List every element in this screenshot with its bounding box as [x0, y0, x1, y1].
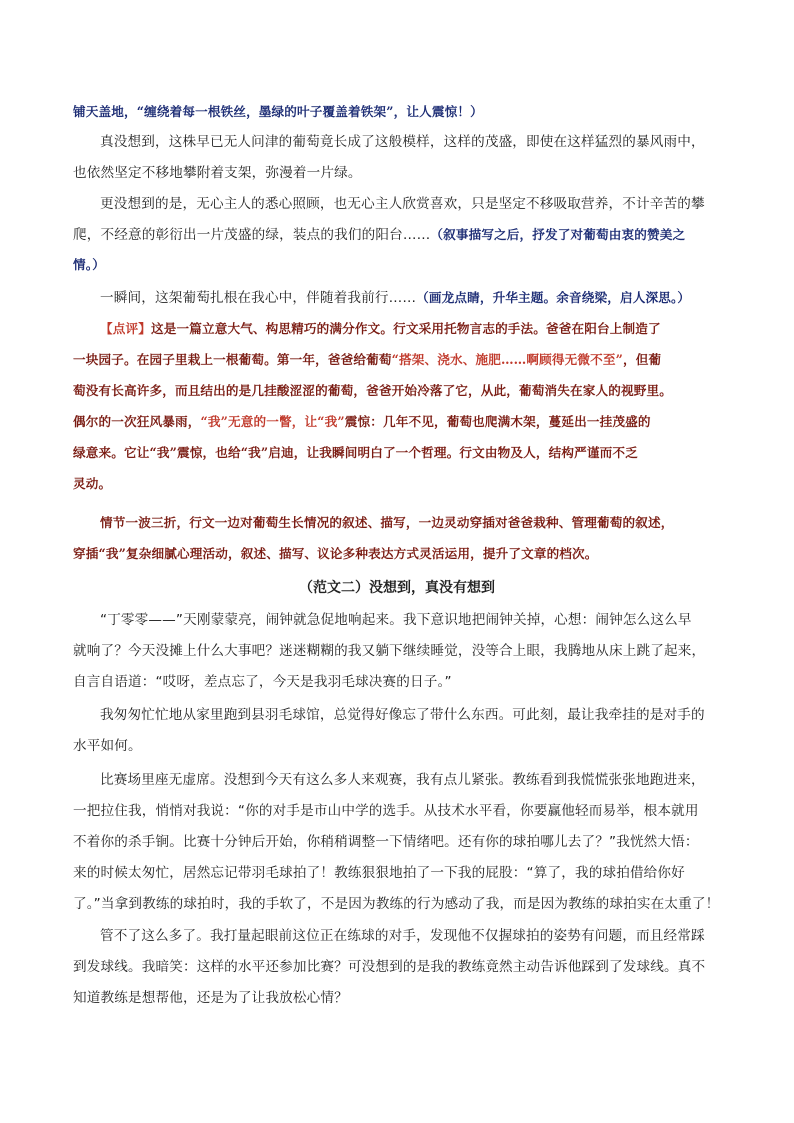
annotation-text: （画龙点睛，升华主题。余音绕梁，启人深思。） [416, 290, 691, 305]
paragraph-line: 自言自语道：“哎呀，差点忘了，今天是我羽毛球决赛的日子。” [73, 674, 452, 690]
paragraph-line: 就响了？今天没摊上什么大事吧？迷迷糊糊的我又躺下继续睡觉，没等合上眼，我腾地从床上跳了起来， [73, 643, 706, 659]
comment-text: 这是一篇立意大气、构思精巧的满分作文。行文采用托物言志的手法。爸爸在阳台上制造了 [150, 321, 661, 336]
paragraph-line [100, 284, 690, 312]
paragraph-line: 比赛场里座无虚席。没想到今天有这么多人来观赛，我有点儿紧张。教练看到我慌慌张张地跑进来， [100, 772, 705, 788]
paragraph-line: 也依然坚定不移地攀附着支架，弥漫着一片绿。 [73, 165, 362, 181]
comment-line [73, 408, 651, 436]
annotation-text: ，让人震惊！） [393, 104, 483, 119]
paragraph-line: 更没想到的是，无心主人的悉心照顾，也无心主人欣赏喜欢，只是坚定不移吸取营养，不计辛苦的攀 [100, 196, 705, 212]
comment-line [73, 346, 661, 374]
annotation-line: 情。） [73, 257, 105, 272]
comment-text: 偶尔的一次狂风暴雨， [73, 414, 201, 429]
comment-line: 绿意来。它让“我”震惊，也给“我”启迪，让我瞬间明白了一个哲理。行文由物及人，结构严谨而不乏 [73, 445, 638, 460]
annotation-text: 铺天盖地， [73, 104, 137, 119]
paragraph-line: 管不了这么多了。我打量起眼前这位正在练球的对手，发现他不仅握球拍的姿势有问题，而且经常踩 [100, 928, 705, 944]
comment-text: 一块园子。在园子里栽上一根葡萄。第一年，爸爸给葡萄 [73, 352, 392, 367]
comment-text: 无意的一瞥，让 [227, 414, 318, 429]
comment-quote: “搭架、浇水、施肥……啊顾得无微不至” [391, 352, 624, 367]
paragraph-line: 真没想到，这株早已无人问津的葡萄竟长成了这般模样，这样的茂盛，即使在这样猛烈的暴风雨中， [100, 134, 705, 150]
section-title: （范文二）没想到，真没有想到 [299, 580, 495, 596]
paragraph-line: 了。”当拿到教练的球拍时，我的手软了，不是因为教练的行为感动了我，而是因为教练的球拍实在太重了！ [73, 896, 720, 912]
comment-quote: “我” [317, 414, 345, 429]
paragraph-line [73, 98, 483, 126]
comment-line: 灵动。 [73, 476, 112, 491]
paragraph-line: 一把拉住我，悄悄对我说：“你的对手是市山中学的选手。从技术水平看，你要赢他轻而易举，根本就用 [73, 803, 699, 819]
paragraph-line: 到发球线。我暗笑：这样的水平还参加比赛？可没想到的是我的教练竟然主动告诉他踩到了发球线。真不 [73, 959, 706, 975]
comment-text: ，但葡 [623, 352, 662, 367]
paragraph-line: 来的时候太匆忙，居然忘记带羽毛球拍了！教练狠狠地拍了一下我的屁股：“算了，我的球拍借给你好 [73, 865, 685, 881]
paragraph-line [73, 221, 685, 249]
comment-line: 萄没有长高许多，而且结出的是几挂酸涩涩的葡萄，爸爸开始冷落了它，从此，葡萄消失在家人的视野里。 [73, 383, 672, 398]
annotation-text: （叙事描写之后，抒发了对葡萄由衷的赞美之 [430, 227, 686, 242]
body-text: 一瞬间，这架葡萄扎根在我心中，伴随着我前行…… [100, 290, 417, 306]
comment-line: 情节一波三折，行文一边对葡萄生长情况的叙述、描写，一边灵动穿插对爸爸栽种、管理葡萄的叙述， [100, 515, 674, 530]
body-text: 爬，不经意的彰衍出一片茂盛的绿，装点的我们的阳台…… [73, 227, 431, 243]
comment-text: 震惊：几年不见，葡萄也爬满木架，蔓延出一挂茂盛的 [344, 414, 651, 429]
annotation-quote: “缠绕着每一根铁丝，墨绿的叶子覆盖着铁架” [136, 104, 394, 119]
comment-line: 穿插“我”复杂细腻心理活动，叙述、描写、议论多种表达方式灵活运用，提升了文章的档次。 [73, 546, 598, 561]
comment-line [100, 315, 661, 343]
comment-tag: 【点评】 [100, 321, 151, 336]
comment-quote: “我” [200, 414, 228, 429]
paragraph-line: 水平如何。 [73, 738, 142, 754]
paragraph-line: 不着你的杀手锏。比赛十分钟后开始，你稍稍调整一下情绪吧。还有你的球拍哪儿去了？”我恍然大悟： [73, 834, 699, 850]
paragraph-line: “丁零零——”天刚蒙蒙亮，闹钟就急促地响起来。我下意识地把闹钟关掉，心想：闹钟怎么这么早 [100, 612, 692, 628]
paragraph-line: 我匆匆忙忙地从家里跑到县羽毛球馆，总觉得好像忘了带什么东西。可此刻，最让我牵挂的是对手的 [100, 707, 705, 723]
paragraph-line: 知道教练是想帮他，还是为了让我放松心情？ [73, 990, 348, 1006]
